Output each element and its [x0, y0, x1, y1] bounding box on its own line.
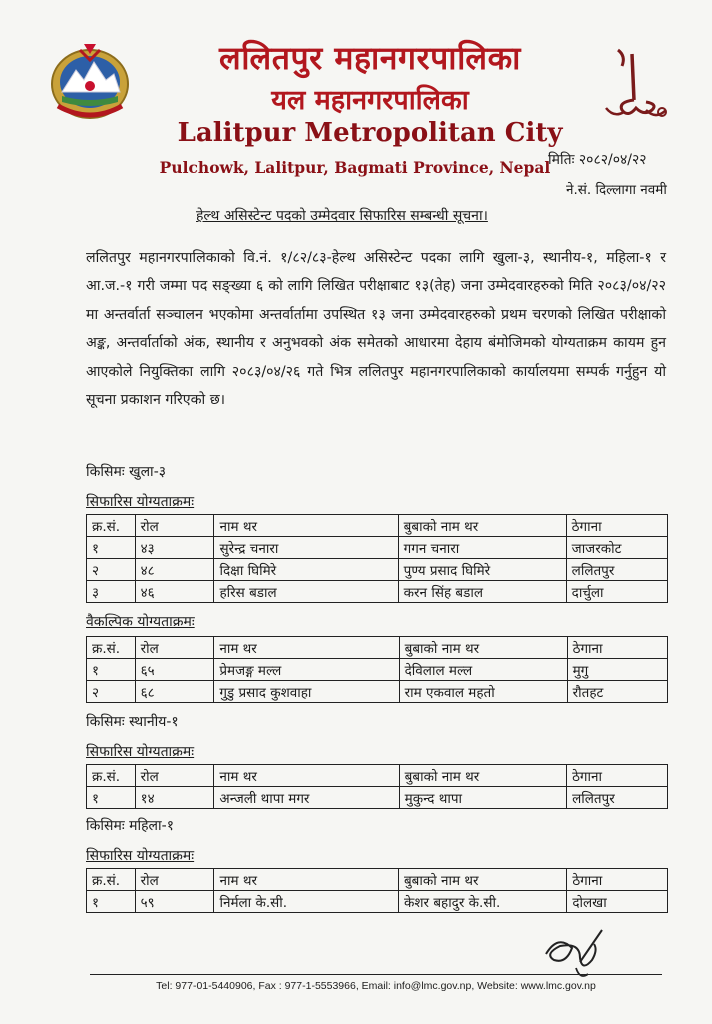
header-serial: क्र.सं. — [87, 515, 136, 537]
title-english: Lalitpur Metropolitan City — [177, 118, 563, 148]
cell-address: मुगु — [567, 659, 667, 681]
header-roll: रोल — [135, 869, 214, 891]
cell-father-name: पुण्य प्रसाद घिमिरे — [398, 559, 566, 581]
cell-address: जाजरकोट — [566, 537, 667, 559]
cell-address: रौतहट — [567, 681, 667, 703]
notice-subject: हेल्थ असिस्टेन्ट पदको उम्मेदवार सिफारिस सम्बन्धी सूचना। — [196, 208, 488, 224]
header-roll: रोल — [135, 515, 214, 537]
cell-roll: ६८ — [135, 681, 214, 703]
cell-roll: ४३ — [135, 537, 214, 559]
header-roll: रोल — [135, 637, 214, 659]
table-row — [87, 659, 668, 681]
header-name: नाम थर — [214, 869, 398, 891]
footer-divider — [90, 974, 662, 975]
notice-date: मितिः २०८२/०४/२२ — [548, 152, 647, 168]
category-khula: किसिमः खुला-३ — [86, 464, 167, 480]
title-nepali: ललितपुर महानगरपालिका — [219, 39, 521, 77]
recommended-label-sthaniya: सिफारिस योग्यताक्रमः — [86, 744, 195, 760]
category-mahila: किसिमः महिला-१ — [86, 818, 174, 834]
cell-roll: ६५ — [135, 659, 214, 681]
title-newari: यल महानगरपालिका — [271, 85, 469, 116]
government-emblem-icon — [44, 40, 136, 124]
cell-father-name: करन सिंह बडाल — [398, 581, 566, 603]
cell-roll: ४८ — [135, 559, 214, 581]
newari-script-mark-icon — [598, 44, 670, 130]
header-serial: क्र.सं. — [87, 765, 136, 787]
cell-roll: ४६ — [135, 581, 214, 603]
recommended-label-mahila: सिफारिस योग्यताक्रमः — [86, 848, 195, 864]
cell-serial: ३ — [87, 581, 136, 603]
cell-father-name: गगन चनारा — [398, 537, 566, 559]
cell-serial: २ — [87, 681, 136, 703]
header-serial: क्र.सं. — [87, 637, 136, 659]
cell-serial: २ — [87, 559, 136, 581]
nepal-samvat-date: ने.सं. दिल्लागा नवमी — [566, 182, 667, 198]
cell-father-name: राम एकवाल महतो — [399, 681, 567, 703]
recommended-label-khula: सिफारिस योग्यताक्रमः — [86, 494, 195, 510]
table-header-row — [87, 637, 668, 659]
category-sthaniya: किसिमः स्थानीय-१ — [86, 714, 179, 730]
table-row — [87, 559, 668, 581]
table-row — [87, 581, 668, 603]
header-name: नाम थर — [214, 515, 398, 537]
alternate-label-khula: वैकल्पिक योग्यताक्रमः — [86, 614, 195, 630]
header-father-name: बुबाको नाम थर — [398, 515, 566, 537]
cell-name: हरिस बडाल — [214, 581, 398, 603]
merit-table-mahila-recommended — [86, 868, 668, 913]
cell-address: ललितपुर — [566, 559, 667, 581]
header-address: ठेगाना — [567, 765, 668, 787]
header-name: नाम थर — [214, 765, 399, 787]
notice-body: ललितपुर महानगरपालिकाको वि.नं. १/८२/८३-हेल्थ असिस्टेन्ट पदका लागि खुला-३, स्थानीय-१, महिला-१ र आ.ज.-१ गरी जम्मा पद सङ्ख्या ६ को लागि लिखित परीक्षाबाट १३(तेह) जना उम्मेदवारहरुको मिति २०८३/०४/२२ मा अन्तर्वार्ता सञ्चालन भएकोमा अन्तर्वार्तामा उपस्थित १३ जना उम्मेदवारहरुको प्रथम चरणको लिखित परीक्षाको अङ्क, अन्तर्वार्ताको अंक, स्थानीय र अनुभवको अंक समेतको आधारमा देहाय बंमोजिमको योग्यताक्रम कायम हुन आएकोले नियुक्तिका लागि २०८३/०४/२६ गते भित्र ललितपुर महानगरपालिकाको कार्यालयमा सम्पर्क गर्नुहुन यो सूचना प्रकाशन गरिएको छ। — [86, 250, 666, 409]
table-row — [87, 681, 668, 703]
header-father-name: बुबाको नाम थर — [399, 765, 566, 787]
cell-name: प्रेमजङ्ग मल्ल — [214, 659, 399, 681]
header-father-name: बुबाको नाम थर — [399, 637, 567, 659]
cell-address: ललितपुर — [567, 787, 668, 809]
office-address: Pulchowk, Lalitpur, Bagmati Province, Nepal — [159, 158, 551, 177]
cell-father-name: मुकुन्द थापा — [399, 787, 566, 809]
cell-serial: १ — [87, 537, 136, 559]
cell-father-name: केशर बहादुर के.सी. — [398, 891, 566, 913]
footer-contact: Tel: 977-01-5440906, Fax : 977-1-5553966, Email: info@lmc.gov.np, Website: www.lmc.gov.np — [156, 980, 596, 992]
cell-address: दार्चुला — [566, 581, 667, 603]
cell-name: अन्जली थापा मगर — [214, 787, 399, 809]
cell-serial: १ — [87, 891, 136, 913]
cell-serial: १ — [87, 659, 136, 681]
header-father-name: बुबाको नाम थर — [398, 869, 566, 891]
cell-address: दोलखा — [567, 891, 668, 913]
header-roll: रोल — [135, 765, 214, 787]
cell-name: निर्मला के.सी. — [214, 891, 398, 913]
header-serial: क्र.सं. — [87, 869, 136, 891]
cell-name: सुरेन्द्र चनारा — [214, 537, 398, 559]
table-header-row — [87, 765, 668, 787]
merit-table-khula-alternate — [86, 636, 668, 703]
table-row — [87, 787, 668, 809]
table-row — [87, 537, 668, 559]
header-address: ठेगाना — [567, 637, 667, 659]
cell-roll: १४ — [135, 787, 214, 809]
cell-father-name: देविलाल मल्ल — [399, 659, 567, 681]
merit-table-khula-recommended — [86, 514, 668, 603]
table-header-row — [87, 515, 668, 537]
header-name: नाम थर — [214, 637, 399, 659]
header-address: ठेगाना — [567, 869, 668, 891]
cell-name: गुडु प्रसाद कुशवाहा — [214, 681, 399, 703]
merit-table-sthaniya-recommended — [86, 764, 668, 809]
cell-roll: ५९ — [135, 891, 214, 913]
table-header-row — [87, 869, 668, 891]
cell-name: दिक्षा घिमिरे — [214, 559, 398, 581]
table-row — [87, 891, 668, 913]
header-address: ठेगाना — [566, 515, 667, 537]
cell-serial: १ — [87, 787, 136, 809]
